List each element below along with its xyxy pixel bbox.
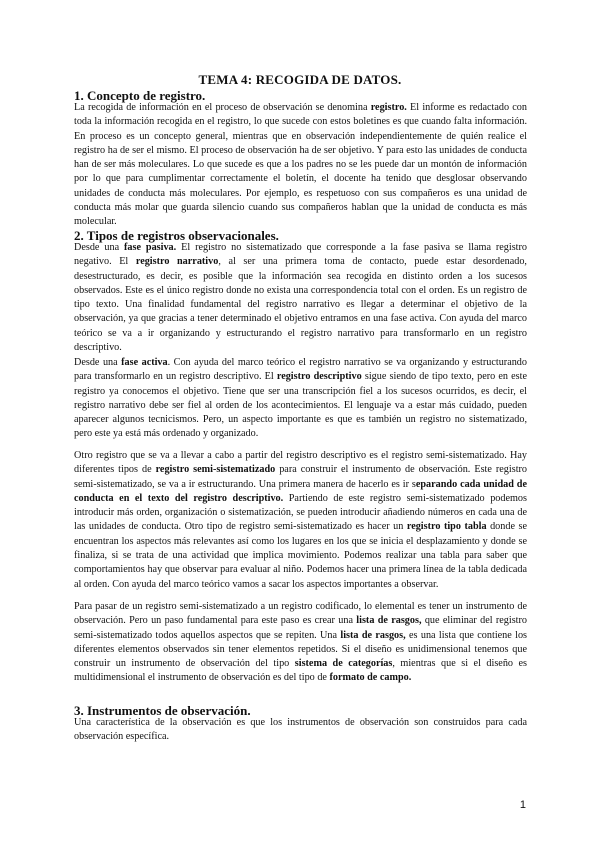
text-run: El registro no sistematizado que corresponde a la fase pasiva se llama registro negativo. El	[74, 242, 527, 268]
text-run: Para pasar de un registro semi-sistematizado a un registro codificado, lo elemental es tener un instrumento de observación. Pero un paso fundamental para este paso es crear una	[74, 601, 527, 627]
section-1-paragraph	[74, 101, 527, 230]
text-run: Una característica de la observación es que los instrumentos de observación son construidos para cada observación específica.	[74, 717, 527, 743]
bold-term: lista de rasgos,	[340, 629, 406, 641]
text-run: La recogida de información en el proceso de observación se denomina	[74, 102, 371, 113]
bold-term: sistema de categorías	[294, 658, 393, 670]
text-run: donde se encuentran los aspectos más relevantes así como los lugares en los que se inicia el desplazamiento y donde se finaliza, si se trata de una actividad que implica movimiento. Podemos realizar una tabla para saber que comportamientos hay que observar para evaluar al niño. Podemos hacer una primera línea de la tabla dedicada al orden. Con ayuda del marco teórico vamos a sacar los aspectos importantes a observar.	[74, 521, 527, 590]
text-run: es una lista que contiene los diferentes elementos observados sin tener elementos repetidos. Si el diseño es unidimensional tenemos que construir un instrumento de observación del tipo	[74, 629, 528, 670]
section-2-heading: 2. Tipos de registros observacionales.	[74, 228, 279, 243]
text-run: , mientras que si el diseño es multidimensional el instrumento de observación es del tipo de	[74, 658, 527, 684]
bold-term: lista de rasgos,	[356, 615, 422, 627]
bold-term: fase activa	[121, 357, 168, 368]
text-run: Desde una	[74, 357, 122, 368]
section-2-paragraph-4	[74, 600, 527, 686]
text-run: sigue siendo de tipo texto, pero en este registro ya conocemos el objetivo. Tiene que ser una transcripción fiel a los sucesos ocurridos, es decir, el registro narrativo debe ser fiel al orden de los acontecimientos. El lenguaje va a estar más cuidado, pueden aparecer algunos tecnicismos. Pero, un aspecto importante es que es también un registro no sistematizado, pero este ya está más ordenado y organizado.	[74, 371, 527, 440]
page-number: 1	[519, 799, 526, 811]
bold-term: registro semi-sistematizado	[155, 464, 276, 476]
bold-term: eparando cada unidad de conducta en el texto del registro descriptivo.	[74, 478, 527, 504]
section-3-heading: 3. Instrumentos de observación.	[74, 703, 251, 718]
text-run: para construir el instrumento de observación. Este registro semi-sistematizado, se va a ir estructurando. Una primera manera de hacerlo es ir s	[74, 464, 528, 490]
text-run: que eliminar del registro semi-sistematizado todos aquellos aspectos que se repiten. Una	[74, 615, 528, 641]
text-run: , al ser una primera toma de contacto, puede estar desordenado, desestructurado, es decir, es posible que la información sea recogida en distinto orden a los sucesos observados. Este es el único registro donde no exista una correspondencia total con el orden. Es un registro de tipo texto. Una finalidad fundamental del registro narrativo es llegar a determinar el objetivo de la observación, ya que gracias a tener determinado el objetivo entramos en una fase activa. Con ayuda del marco teórico se va a ir organizando y estructurando el registro narrativo para transformarlo en un registro descriptivo.	[74, 256, 527, 354]
bold-term: registro tipo tabla	[406, 521, 487, 533]
bold-term: fase pasiva.	[124, 242, 177, 253]
section-2-paragraph-1	[74, 241, 527, 355]
section-2-paragraph-2	[74, 356, 527, 442]
text-run: . Con ayuda del marco teórico el registro narrativo se va organizando y estructurando para transformarlo en un registro descriptivo. El	[74, 357, 527, 383]
section-2-paragraph-3	[74, 449, 527, 592]
bold-term: formato de campo.	[329, 672, 412, 684]
text-run: El informe es redactado con toda la información recogida en el registro, lo que sucede con estos boletines es que cuando falta información. En proceso es un concepto general, mientras que en observación independientemente de quién realice el registro ha de ser el mismo. El proceso de observación ha de ser objetivo. Y para esto las unidades de conducta han de ser más moleculares. Lo que sucede es que a los padres no se les puede dar un montón de información por lo que para cumplimentar correctamente el boletín, el docente ha tenido que desglosar observando unidades de conducta más moleculares. Por ejemplo, es respetuoso con sus compañeros es una unidad de conducta más molar que guarda silencio cuando sus compañeros hablan que la unidad de conducta es más molecular.	[74, 102, 527, 228]
bold-term: registro narrativo	[135, 256, 219, 268]
text-run: Otro registro que se va a llevar a cabo a partir del registro descriptivo es el registro semi-sistematizado. Hay diferentes tipos de	[74, 450, 527, 476]
bold-term: registro.	[370, 102, 407, 113]
section-1-heading: 1. Concepto de registro.	[74, 88, 206, 103]
text-run: Partiendo de este registro semi-sistematizado podemos introducir más orden, organización o sistematización, se pueden introducir añadiendo números en cada una de las unidades de conducta. Otro tipo de registro semi-sistematizado es hacer un	[74, 492, 527, 533]
bold-term: registro descriptivo	[276, 371, 362, 383]
text-run: Desde una	[74, 242, 125, 253]
section-3-paragraph	[74, 716, 527, 745]
document-title: TEMA 4: RECOGIDA DE DATOS.	[198, 72, 402, 87]
